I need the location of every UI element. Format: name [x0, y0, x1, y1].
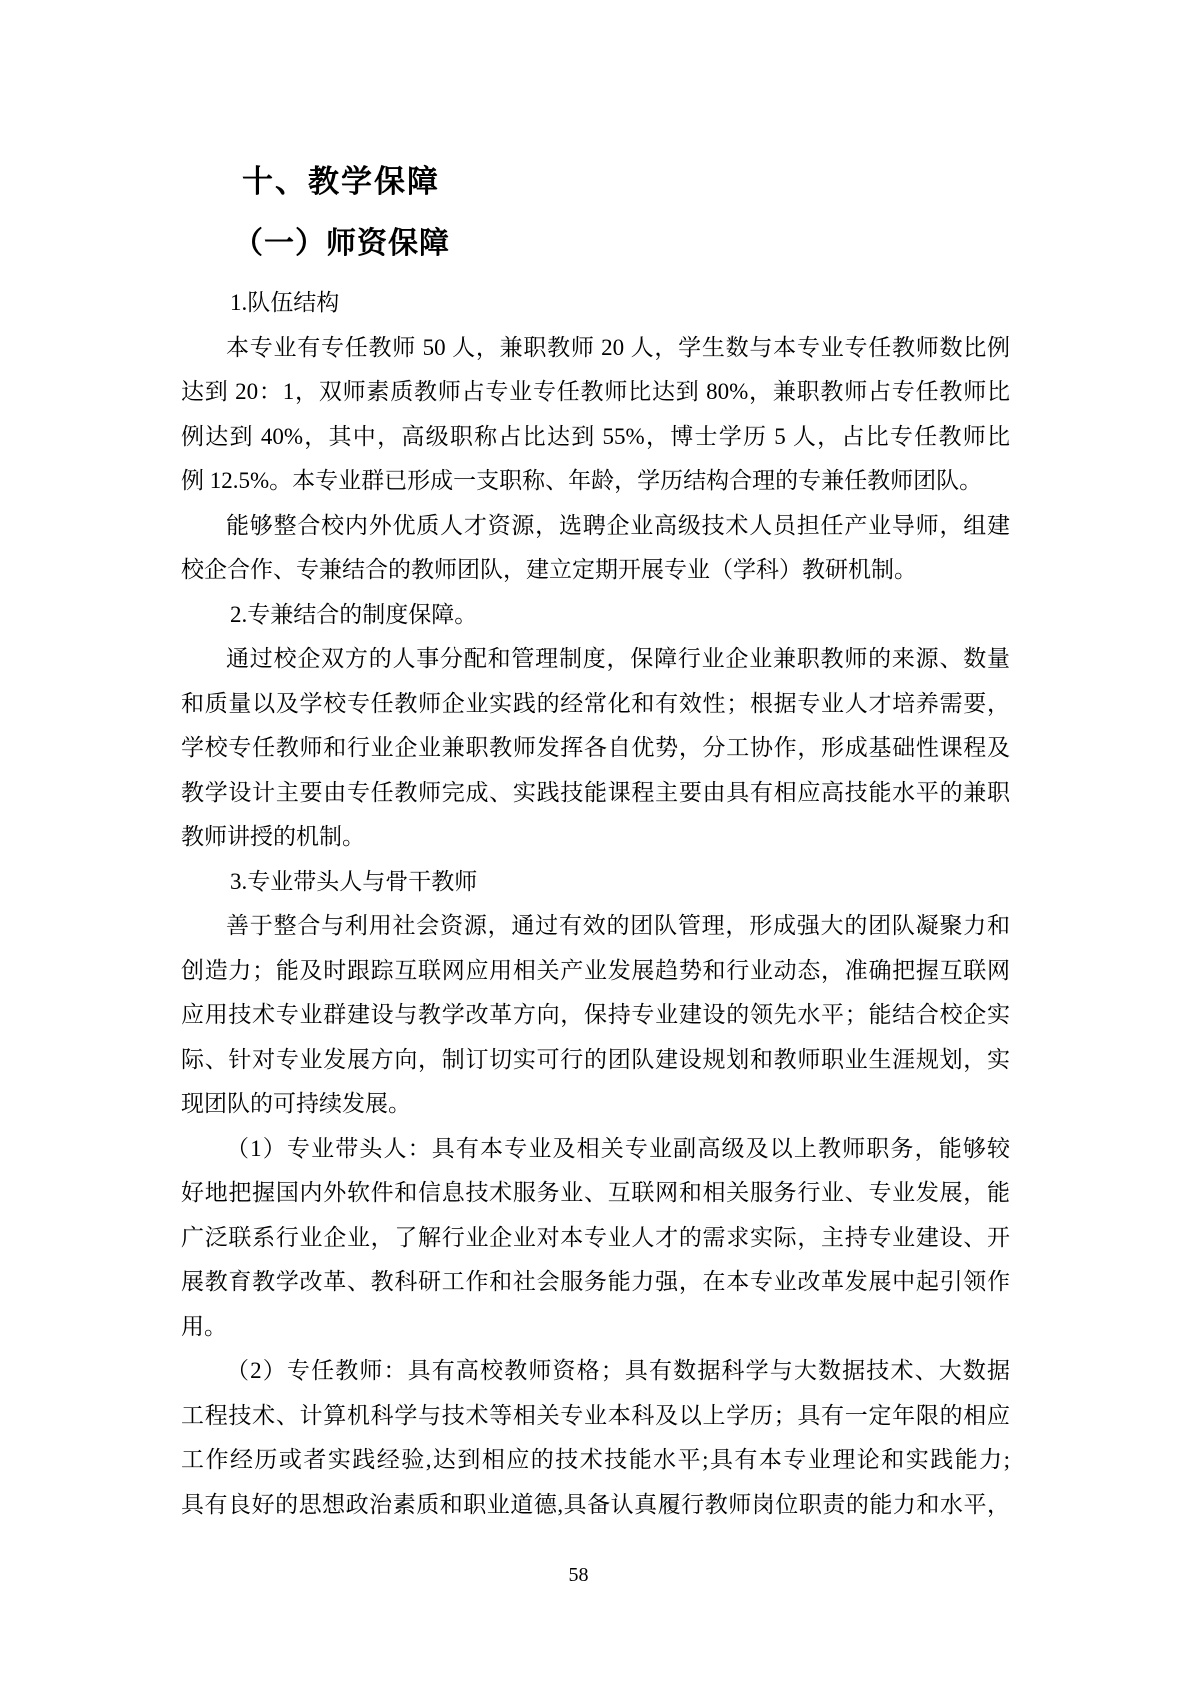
text-line: 和质量以及学校专任教师企业实践的经常化和有效性；根据专业人才培养需要， — [181, 690, 1010, 716]
para-2-fulltime-teachers — [181, 1349, 1010, 1527]
subhead-3-leaders-backbone-teachers — [181, 860, 1010, 905]
text-line: 际、针对专业发展方向，制订切实可行的团队建设规划和教师职业生涯规划，实 — [181, 1046, 1010, 1072]
subhead-2-system-guarantee — [181, 593, 1010, 638]
document-content — [181, 162, 1010, 1527]
text-line: 好地把握国内外软件和信息技术服务业、互联网和相关服务行业、专业发展，能 — [181, 1180, 1010, 1205]
text-line: 达到 20：1，双师素质教师占专业专任教师比达到 80%，兼职教师占专任教师比 — [181, 379, 1010, 404]
text-line: 应用技术专业群建设与教学改革方向，保持专业建设的领先水平；能结合校企实 — [181, 1002, 1010, 1027]
text-line: 例达到 40%，其中，高级职称占比达到 55%，博士学历 5 人，占比专任教师比 — [181, 423, 1010, 449]
text-line: 创造力；能及时跟踪互联网应用相关产业发展趋势和行业动态，准确把握互联网 — [181, 957, 1010, 983]
subhead-1-team-structure — [181, 281, 1010, 326]
para-1-professional-leader — [181, 1127, 1010, 1350]
text-line: 能够整合校内外优质人才资源，选聘企业高级技术人员担任产业导师，组建 — [226, 512, 1010, 538]
text-line: （1）专业带头人：具有本专业及相关专业副高级及以上教师职务，能够较 — [226, 1135, 1010, 1161]
text-line: 具有良好的思想政治素质和职业道德,具备认真履行教师岗位职责的能力和水平， — [181, 1491, 1010, 1517]
text-line: 现团队的可持续发展。 — [181, 1091, 411, 1116]
para-team-structure — [181, 326, 1010, 504]
text-line: 学校专任教师和行业企业兼职教师发挥各自优势，分工协作，形成基础性课程及 — [181, 735, 1010, 760]
text-line: 用。 — [181, 1313, 227, 1339]
text-line: 善于整合与利用社会资源，通过有效的团队管理，形成强大的团队凝聚力和 — [226, 913, 1010, 938]
page-number: 58 — [568, 1564, 589, 1586]
text-line: 3.专业带头人与骨干教师 — [230, 868, 478, 894]
text-line: 工程技术、计算机科学与技术等相关专业本科及以上学历；具有一定年限的相应 — [181, 1402, 1010, 1428]
text-line: 广泛联系行业企业，了解行业企业对本专业人才的需求实际，主持专业建设、开 — [181, 1224, 1010, 1250]
text-line: 本专业有专任教师 50 人，兼职教师 20 人，学生数与本专业专任教师数比例 — [226, 334, 1010, 360]
text-line: （2）专任教师：具有高校教师资格；具有数据科学与大数据技术、大数据 — [226, 1358, 1010, 1383]
para-system-guarantee — [181, 637, 1010, 860]
text-line: 1.队伍结构 — [230, 290, 340, 315]
para-team-management — [181, 904, 1010, 1127]
para-talent-integration — [181, 504, 1010, 593]
section-heading: （一）师资保障 — [233, 227, 450, 260]
text-line: 教学设计主要由专任教师完成、实践技能课程主要由具有相应高技能水平的兼职 — [181, 779, 1010, 805]
text-line: 通过校企双方的人事分配和管理制度，保障行业企业兼职教师的来源、数量 — [226, 646, 1010, 671]
text-line: 教师讲授的机制。 — [181, 824, 365, 849]
text-line: 展教育教学改革、教科研工作和社会服务能力强，在本专业改革发展中起引领作 — [181, 1269, 1010, 1294]
page-title: 十、教学保障 — [242, 164, 440, 199]
text-line: 工作经历或者实践经验,达到相应的技术技能水平;具有本专业理论和实践能力; — [181, 1447, 1010, 1472]
text-line: 例 12.5%。本专业群已形成一支职称、年龄，学历结构合理的专兼任教师团队。 — [181, 468, 983, 493]
text-line: 校企合作、专兼结合的教师团队，建立定期开展专业（学科）教研机制。 — [181, 557, 917, 582]
text-line: 2.专兼结合的制度保障。 — [230, 601, 478, 627]
body-text — [181, 281, 1010, 1527]
